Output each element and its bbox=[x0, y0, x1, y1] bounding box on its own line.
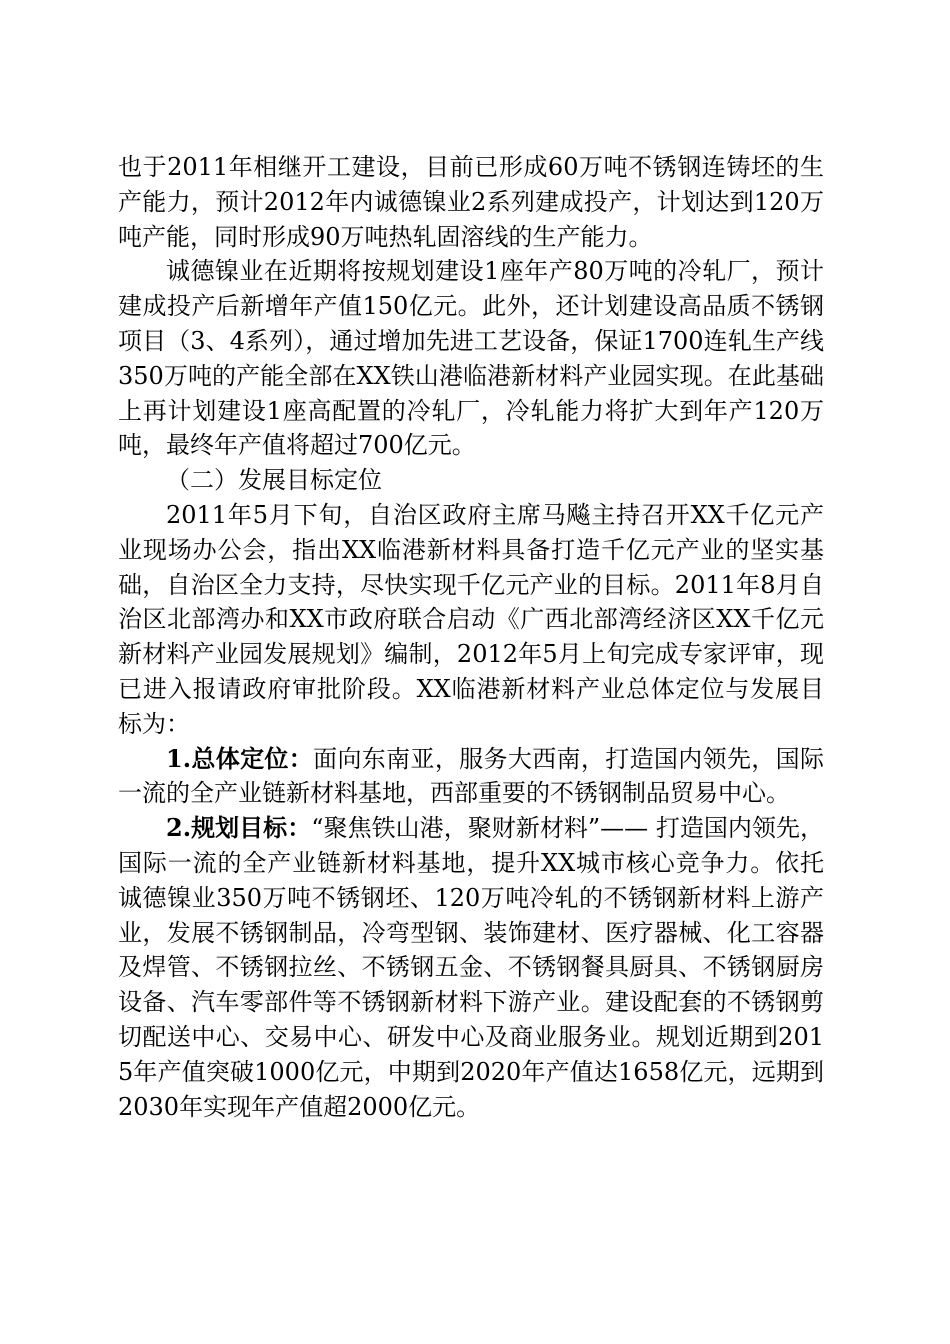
item-overall-positioning-label: 1.总体定位： bbox=[166, 743, 314, 773]
document-page bbox=[118, 150, 824, 1124]
item-overall-positioning bbox=[118, 742, 824, 812]
item-planning-goals-label: 2.规划目标： bbox=[166, 813, 312, 843]
paragraph-continuation: 也于2011年相继开工建设，目前已形成60万吨不锈钢连铸坯的生产能力，预计2012年内诚德镍业2系列建成投产，计划达到120万吨产能，同时形成90万吨热轧固溶线的生产能力。 bbox=[118, 153, 824, 251]
item-planning-goals bbox=[118, 811, 824, 1124]
paragraph-cold-rolling-plan: 诚德镍业在近期将按规划建设1座年产80万吨的冷轧厂，预计建成投产后新增年产值150亿元。此外，还计划建设高品质不锈钢项目（3、4系列），通过增加先进工艺设备，保证1700连轧生产线350万吨的产能全部在XX铁山港临港新材料产业园实现。在此基础上再计划建设1座高配置的冷轧厂，冷轧能力将扩大到年产120万吨，最终年产值将超过700亿元。 bbox=[118, 257, 824, 460]
item-overall-positioning-text: 面向东南亚，服务大西南，打造国内领先，国际一流的全产业链新材料基地，西部重要的不锈钢制品贸易中心。 bbox=[118, 744, 824, 808]
section-heading: （二）发展目标定位 bbox=[166, 466, 382, 495]
paragraph-development-history: 2011年5月下旬，自治区政府主席马飚主持召开XX千亿元产业现场办公会，指出XX临港新材料具备打造千亿元产业的坚实基础，自治区全力支持，尽快实现千亿元产业的目标。2011年8月自治区北部湾办和XX市政府联合启动《广西北部湾经济区XX千亿元新材料产业园发展规划》编制，2012年5月上旬完成专家评审，现已进入报请政府审批阶段。XX临港新材料产业总体定位与发展目标为： bbox=[118, 500, 824, 738]
item-planning-goals-text: “聚焦铁山港，聚财新材料”—— 打造国内领先，国际一流的全产业链新材料基地，提升XX城市核心竞争力。依托诚德镍业350万吨不锈钢坯、120万吨冷轧的不锈钢新材料上游产业，发展不锈钢制品，冷弯型钢、装饰建材、医疗器械、化工容器及焊管、不锈钢拉丝、不锈钢五金、不锈钢餐具厨具、不锈钢厨房设备、汽车零部件等不锈钢新材料下游产业。建设配套的不锈钢剪切配送中心、交易中心、研发中心及商业服务业。规划近期到2015年产值突破1000亿元，中期到2020年产值达1658亿元，远期到2030年实现年产值超2000亿元。 bbox=[118, 814, 824, 1121]
